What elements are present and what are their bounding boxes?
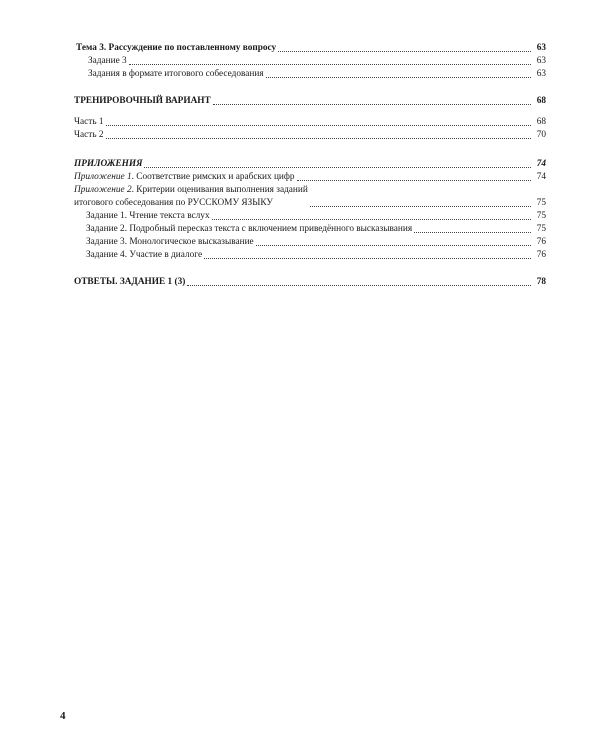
toc-entry-criteria-task-1[interactable] [74,210,546,223]
toc-page-number: 75 [536,224,546,234]
toc-page-number: 68 [536,96,546,106]
toc-page-number: 75 [536,198,546,208]
toc-page-number: 63 [536,43,546,53]
toc-entry-answers[interactable] [74,276,546,289]
toc-entry-label [74,184,310,210]
toc-entry-label: Часть 2 [74,130,104,140]
dot-leader [266,77,531,78]
toc-entry-appendix-1[interactable] [74,171,546,184]
appendix-1-title: . Соответствие римских и арабских цифр [131,172,295,182]
dot-leader [187,285,531,286]
toc-entry-label: Часть 1 [74,117,104,127]
toc-entry-task-3[interactable] [74,55,546,68]
toc-entry-label [74,171,297,184]
toc-page-number: 68 [536,117,546,127]
dot-leader [256,245,531,246]
dot-leader [414,232,531,233]
toc-entry-label: Задание 4. Участие в диалоге [86,250,203,260]
toc-page-number: 76 [536,237,546,247]
toc-page-number: 76 [536,250,546,260]
toc-entry-label: ТРЕНИРОВОЧНЫЙ ВАРИАНТ [74,96,211,106]
toc-page-number: 63 [536,56,546,66]
dot-leader [129,64,531,65]
toc-entry-label: ПРИЛОЖЕНИЯ [74,159,143,169]
toc-entry-part-2[interactable] [74,129,546,142]
dot-leader [278,51,531,52]
toc-entry-label: Задание 3 [88,56,127,66]
toc-page-number: 70 [536,130,546,140]
table-of-contents [74,42,546,289]
appendix-2-line-2: итогового собеседования по РУССКОМУ ЯЗЫКУ [74,198,273,208]
toc-entry-tasks-final-interview[interactable] [74,68,546,81]
appendix-2-name: Приложение 2 [74,185,132,195]
toc-entry-label: Задание 1. Чтение текста вслух [86,211,210,221]
page-number: 4 [60,710,66,722]
toc-page-number: 75 [536,211,546,221]
appendix-2-line-1 [74,184,308,197]
toc-entry-criteria-task-4[interactable] [74,249,546,262]
appendix-2-title: . Критерии оценивания выполнения заданий [131,185,308,195]
toc-entry-label: Задание 3. Монологическое высказывание [86,237,254,247]
toc-entry-criteria-task-2[interactable] [74,223,546,236]
dot-leader [213,104,531,105]
toc-entry-label: Задание 2. Подробный пересказ текста с включением приведённого высказывания [86,224,413,234]
dot-leader [204,258,531,259]
dot-leader [212,219,531,220]
toc-entry-training-variant[interactable] [74,95,546,108]
toc-entry-label: ОТВЕТЫ. ЗАДАНИЕ 1 (3) [74,277,186,287]
toc-entry-label: Задания в формате итогового собеседования [88,69,264,79]
toc-entry-appendix-2[interactable] [74,184,546,210]
dot-leader [106,138,531,139]
toc-page-number: 74 [536,159,546,169]
toc-entry-appendices[interactable] [74,158,546,171]
toc-entry-label: Тема 3. Рассуждение по поставленному вопросу [76,43,277,53]
dot-leader [297,180,531,181]
toc-page-number: 78 [536,277,546,287]
toc-entry-criteria-task-3[interactable] [74,236,546,249]
toc-entry-part-1[interactable] [74,116,546,129]
toc-page-number: 63 [536,69,546,79]
dot-leader [144,167,531,168]
toc-entry-theme-3[interactable] [74,42,546,55]
toc-page-number: 74 [536,172,546,182]
appendix-1-name: Приложение 1 [74,172,132,182]
dot-leader [106,125,531,126]
dot-leader [310,206,531,207]
